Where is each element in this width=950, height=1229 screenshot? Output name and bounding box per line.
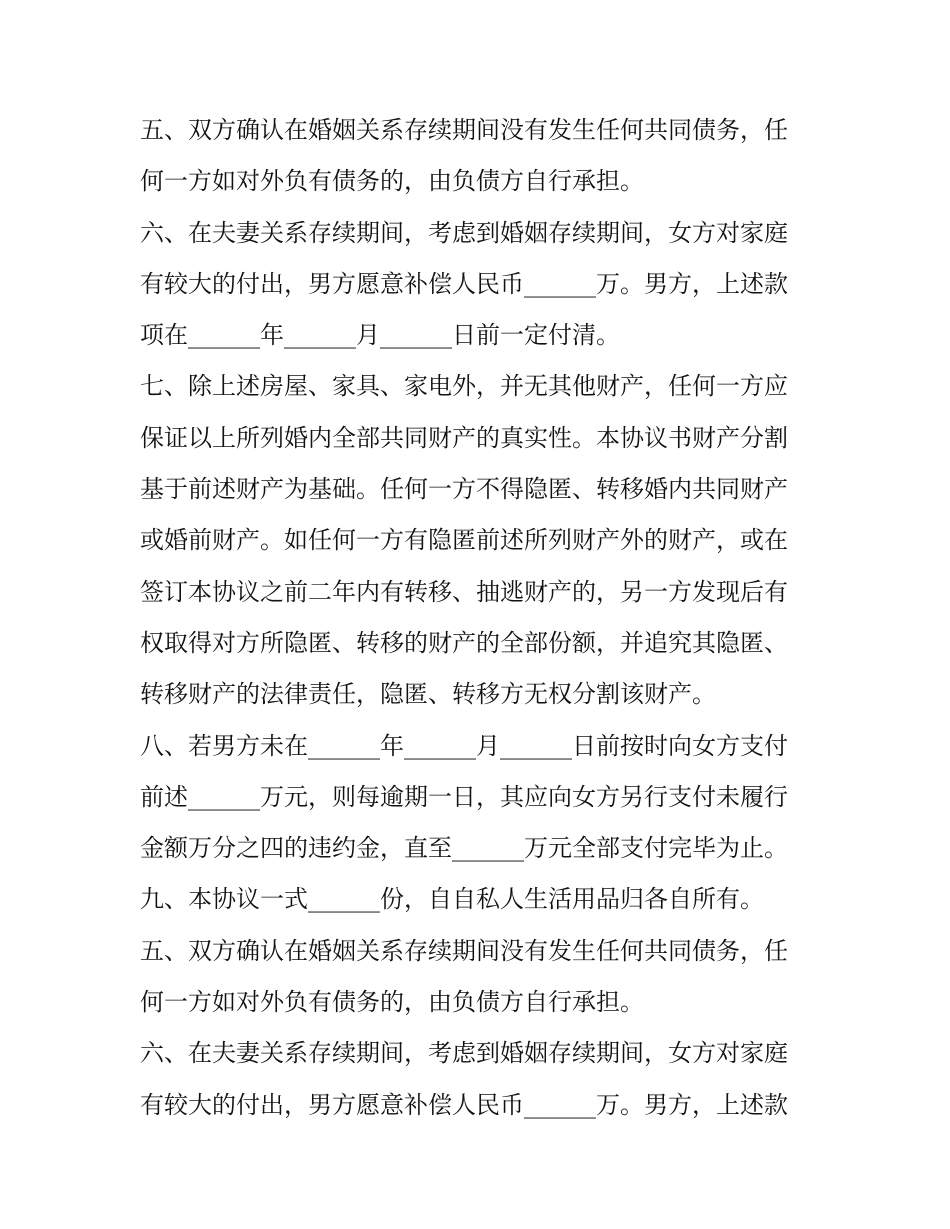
text-line: 基于前述财产为基础。任何一方不得隐匿、转移婚内共同财产 — [140, 475, 788, 504]
text-line: 何一方如对外负有债务的，由负债方自行承担。 — [140, 988, 644, 1017]
text-line: 六、在夫妻关系存续期间，考虑到婚姻存续期间，女方对家庭 — [140, 218, 788, 247]
text-line: 有较大的付出，男方愿意补偿人民币______万。男方，上述款 — [140, 269, 788, 298]
text-line: 金额万分之四的违约金，直至______万元全部支付完毕为止。 — [140, 834, 788, 863]
text-line: 五、双方确认在婚姻关系存续期间没有发生任何共同债务，任 — [140, 116, 788, 144]
text-line: 转移财产的法律责任，隐匿、转移方无权分割该财产。 — [140, 680, 716, 709]
text-line: 有较大的付出，男方愿意补偿人民币______万。男方，上述款 — [140, 1090, 788, 1119]
document-body — [140, 105, 820, 1131]
text-line: 保证以上所列婚内全部共同财产的真实性。本协议书财产分割 — [140, 423, 788, 452]
text-line: 或婚前财产。如任何一方有隐匿前述所列财产外的财产，或在 — [140, 526, 788, 555]
text-line: 权取得对方所隐匿、转移的财产的全部份额，并追究其隐匿、 — [140, 628, 788, 657]
text-line: 八、若男方未在______年______月______日前按时向女方支付 — [140, 731, 788, 760]
text-line: 六、在夫妻关系存续期间，考虑到婚姻存续期间，女方对家庭 — [140, 1039, 788, 1068]
text-line: 签订本协议之前二年内有转移、抽逃财产的，另一方发现后有 — [140, 577, 788, 606]
text-line: 前述______万元，则每逾期一日，其应向女方另行支付未履行 — [140, 782, 788, 811]
text-line: 项在______年______月______日前一定付清。 — [140, 321, 620, 350]
text-line: 九、本协议一式______份，自自私人生活用品归各自所有。 — [140, 885, 764, 914]
text-line: 何一方如对外负有债务的，由负债方自行承担。 — [140, 167, 644, 196]
text-line: 七、除上述房屋、家具、家电外，并无其他财产，任何一方应 — [140, 372, 788, 401]
text-line: 五、双方确认在婚姻关系存续期间没有发生任何共同债务，任 — [140, 936, 788, 965]
